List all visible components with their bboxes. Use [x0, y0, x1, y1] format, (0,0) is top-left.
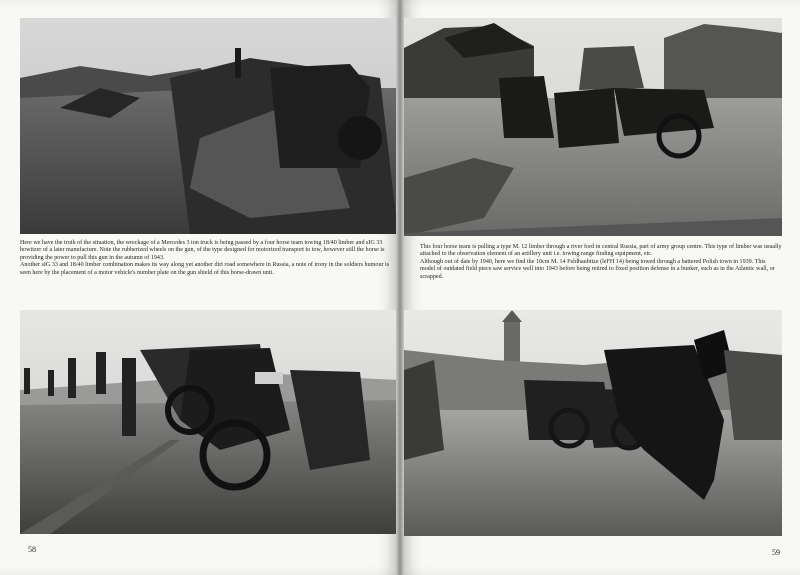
left-caption-paragraph-2: Another sIG 33 and 18/40 limber combination makes its way along yet another dirt road somewhere in Russia, a note of irony in the soldiers humour is seen here by the placement of a motor vehicle's number plate on the gun shield of this horse-drawn unit. [20, 262, 390, 276]
left-page-number: 58 [28, 545, 36, 554]
photo-truck-wreckage [20, 18, 398, 234]
photo-polish-town [404, 310, 782, 536]
left-caption [20, 240, 396, 277]
right-caption-paragraph-2: Although out of date by 1940, here we find the 10cm M. 14 Feldhaubitze (leFH 14) being towed through a battered Polish town in 1939. This model of outdated field piece saw service well into 1943 before being retired to fixed position defense in a bunker, such as in the Atlantic wall, or scrapped. [420, 258, 775, 280]
book-gutter [396, 0, 404, 575]
right-page-number: 59 [772, 548, 780, 557]
right-caption-paragraph-1: This four horse team is pulling a type M. 12 limber through a river ford in central Russia, part of army group centre. This type of limber was usually attached to the observation element of an artillery unit i.e. towing range finding equipment, etc. [420, 244, 782, 258]
photo-howitzer-dirt-road [20, 310, 398, 534]
right-page [400, 0, 800, 575]
right-caption [420, 244, 782, 281]
photo-river-ford [404, 18, 782, 236]
left-caption-paragraph-1: Here we have the truth of the situation, the wreckage of a Mercedes 3 ton truck is being passed by a four horse team towing 18/40 limber and sIG 33 howitzer of a later manufacture. Note the rubberized wheels on the gun, of the type designed for motorized transport to tow, however still the horse is providing the power to pull this gun in the autumn of 1943. [20, 240, 385, 261]
